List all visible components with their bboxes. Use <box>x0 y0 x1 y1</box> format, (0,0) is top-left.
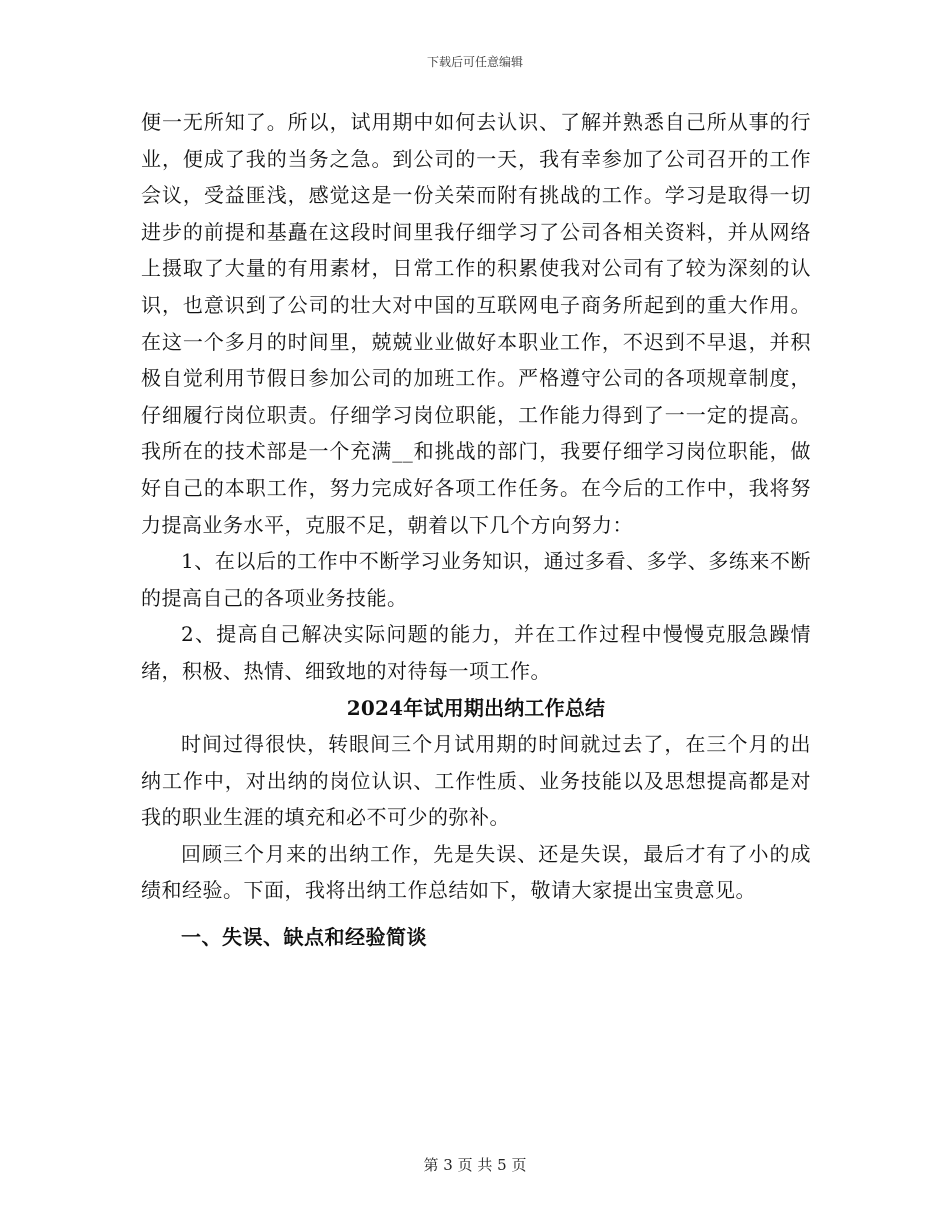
list-item-1: 1、在以后的工作中不断学习业务知识，通过多看、多学、多练来不断的提高自己的各项业务技能。 <box>141 549 811 610</box>
body-paragraph-continued: 便一无所知了。所以，试用期中如何去认识、了解并熟悉自己所从事的行业，便成了我的当务之急。到公司的一天，我有幸参加了公司召开的工作会议，受益匪浅，感觉这是一份关荣而附有挑战的工作。学习是取得一切进步的前提和基矗在这段时间里我仔细学习了公司各相关资料，并从网络上摄取了大量的有用素材，日常工作的积累使我对公司有了较为深刻的认识，也意识到了公司的壮大对中国的互联网电子商务所起到的重大作用。在这一个多月的时间里，兢兢业业做好本职业工作，不迟到不早退，并积极自觉利用节假日参加公司的加班工作。严格遵守公司的各项规章制度，仔细履行岗位职责。仔细学习岗位职能，工作能力得到了一一定的提高。我所在的技术部是一个充满__和挑战的部门，我要仔细学习岗位职能，做好自己的本职工作，努力完成好各项工作任务。在今后的工作中，我将努力提高业务水平，克服不足，朝着以下几个方向努力： <box>141 110 811 537</box>
list-item-2: 2、提高自己解决实际问题的能力，并在工作过程中慢慢克服急躁情绪，积极、热情、细致地的对待每一项工作。 <box>141 622 811 683</box>
section-heading: 一、失误、缺点和经验简谈 <box>181 925 427 950</box>
header-note: 下载后可任意编辑 <box>426 55 523 69</box>
page-number: 第 3 页 共 5 页 <box>423 1156 527 1174</box>
body-paragraph-review: 回顾三个月来的出纳工作，先是失误、还是失误，最后才有了小的成绩和经验。下面，我将出纳工作总结如下，敬请大家提出宝贵意见。 <box>141 841 811 903</box>
body-paragraph-intro: 时间过得很快，转眼间三个月试用期的时间就过去了，在三个月的出纳工作中，对出纳的岗位认识、工作性质、业务技能以及思想提高都是对我的职业生涯的填充和必不可少的弥补。 <box>141 732 811 830</box>
document-title: 2024年试用期出纳工作总结 <box>346 695 606 720</box>
document-body <box>141 104 811 956</box>
